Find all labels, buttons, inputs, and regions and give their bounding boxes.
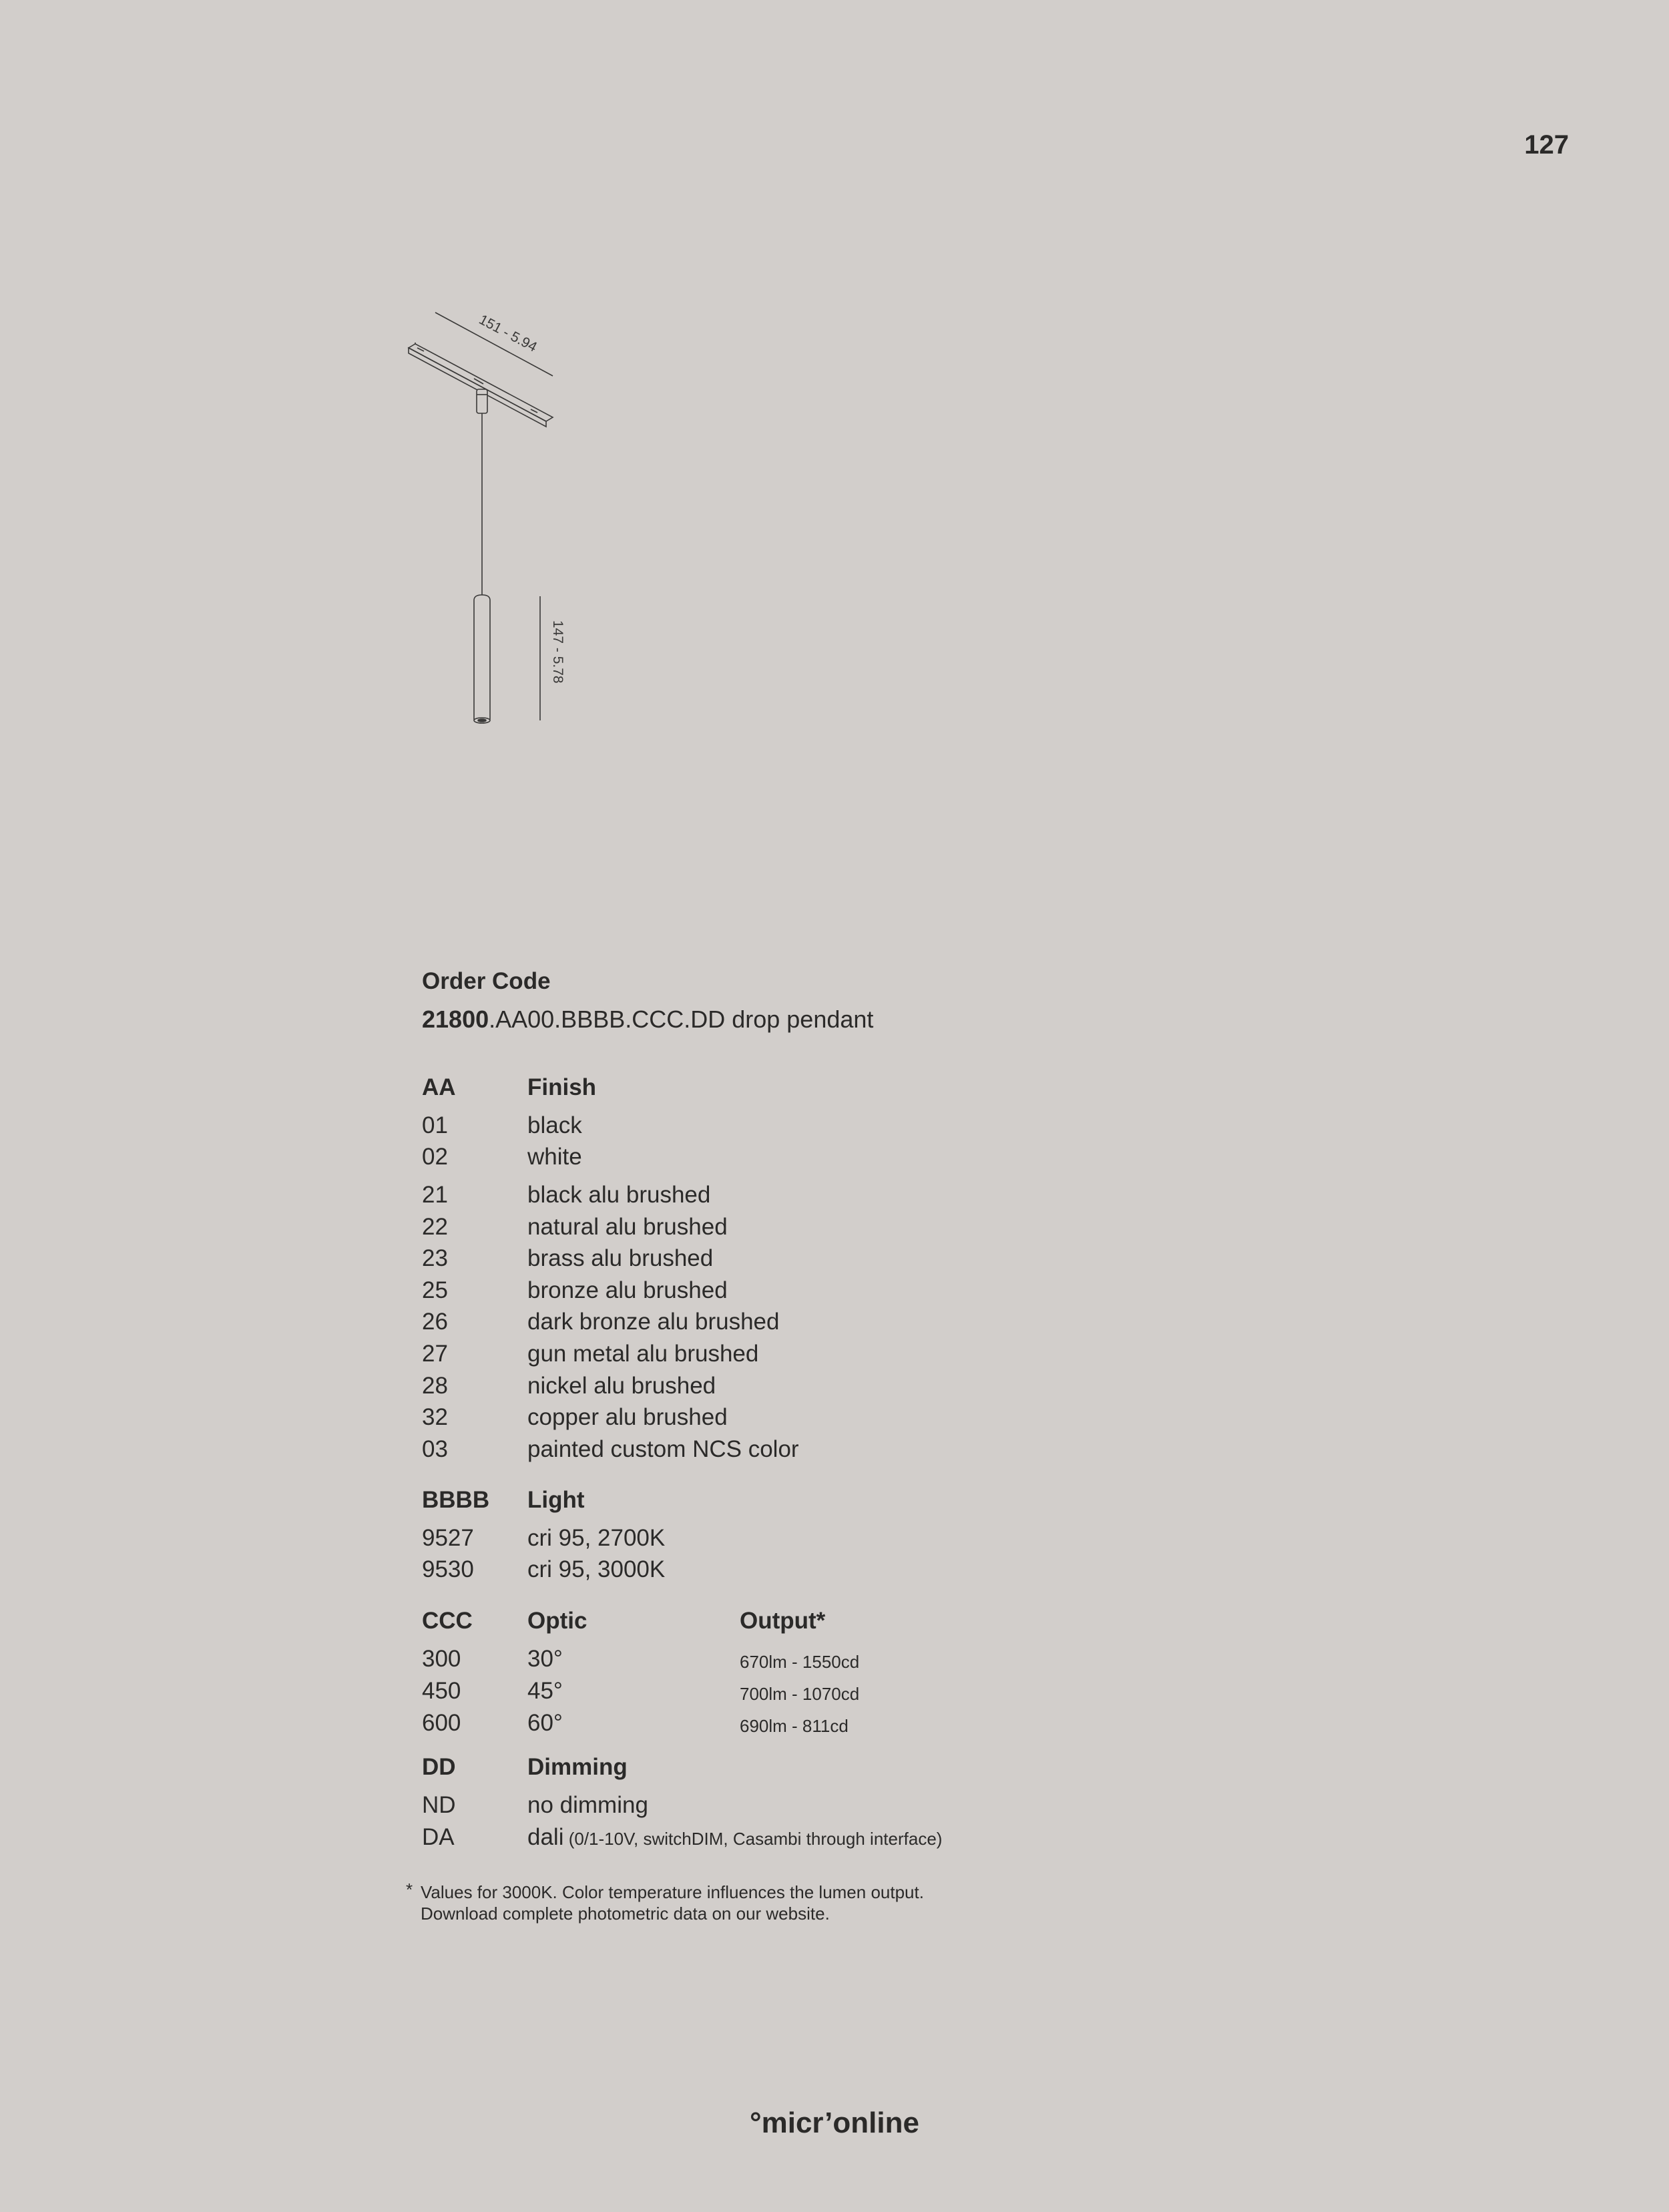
dimming-note: (0/1-10V, switchDIM, Casambi through interface) <box>563 1829 943 1849</box>
finish-label: bronze alu brushed <box>527 1277 728 1303</box>
finish-code: 32 <box>422 1404 448 1430</box>
output-title: Output* <box>740 1608 826 1634</box>
light-label: cri 95, 3000K <box>527 1556 666 1582</box>
light-code: 9527 <box>422 1525 474 1551</box>
optic-output: 670lm - 1550cd <box>740 1652 860 1672</box>
footnote-line-1: Values for 3000K. Color temperature influences the lumen output. <box>421 1882 924 1902</box>
light-row <box>422 1556 1290 1588</box>
finish-label: gun metal alu brushed <box>527 1341 759 1367</box>
dimming-code: ND <box>422 1792 456 1818</box>
light-title: Light <box>527 1487 585 1513</box>
finish-code-header: AA <box>422 1074 456 1100</box>
page-number: 127 <box>1524 130 1569 160</box>
finish-label: dark bronze alu brushed <box>527 1309 780 1335</box>
dimming-row <box>422 1824 1290 1856</box>
optic-row <box>422 1646 1290 1678</box>
finish-label: painted custom NCS color <box>527 1436 799 1462</box>
optic-code: 600 <box>422 1710 461 1736</box>
finish-label: black <box>527 1112 582 1138</box>
optic-code: 450 <box>422 1678 461 1704</box>
finish-title: Finish <box>527 1074 597 1100</box>
finish-row <box>422 1182 1290 1214</box>
finish-row <box>422 1277 1290 1309</box>
finish-row <box>422 1144 1290 1176</box>
dimming-code-header: DD <box>422 1754 456 1780</box>
optic-row <box>422 1678 1290 1710</box>
light-code: 9530 <box>422 1556 474 1582</box>
finish-code: 26 <box>422 1309 448 1335</box>
finish-row <box>422 1245 1290 1277</box>
finish-row <box>422 1214 1290 1246</box>
finish-row <box>422 1404 1290 1436</box>
dimming-code: DA <box>422 1824 455 1850</box>
finish-code: 23 <box>422 1245 448 1271</box>
optic-output: 700lm - 1070cd <box>740 1684 860 1704</box>
track-adapter <box>477 389 487 413</box>
dimming-label-text: dali <box>527 1824 564 1850</box>
finish-label: natural alu brushed <box>527 1214 728 1240</box>
finish-code: 01 <box>422 1112 448 1138</box>
pendant-body <box>474 595 490 723</box>
optic-label: 45° <box>527 1678 563 1704</box>
optic-row <box>422 1710 1290 1742</box>
order-base-code: 21800 <box>422 1006 489 1033</box>
dimension-label-side: 147 - 5.78 <box>550 620 565 684</box>
finish-label: nickel alu brushed <box>527 1373 716 1399</box>
finish-code: 02 <box>422 1144 448 1170</box>
finish-row <box>422 1436 1290 1468</box>
track-rail <box>409 343 553 427</box>
light-row <box>422 1525 1290 1557</box>
finish-label: white <box>527 1144 582 1170</box>
finish-code: 22 <box>422 1214 448 1240</box>
finish-label: copper alu brushed <box>527 1404 728 1430</box>
product-drawing <box>394 304 608 731</box>
dimming-row <box>422 1792 1290 1824</box>
footnote-star: * <box>406 1879 413 1900</box>
finish-row <box>422 1341 1290 1373</box>
finish-code: 27 <box>422 1341 448 1367</box>
finish-code: 28 <box>422 1373 448 1399</box>
light-label: cri 95, 2700K <box>527 1525 666 1551</box>
dimension-label-top: 151 - 5.94 <box>476 312 539 355</box>
dimming-label <box>527 1824 942 1851</box>
light-code-header: BBBB <box>422 1487 490 1513</box>
finish-label: black alu brushed <box>527 1182 711 1208</box>
dimming-title: Dimming <box>527 1754 628 1780</box>
optic-code: 300 <box>422 1646 461 1672</box>
dimming-label: no dimming <box>527 1792 648 1818</box>
finish-label: brass alu brushed <box>527 1245 714 1271</box>
optic-label: 30° <box>527 1646 563 1672</box>
finish-code: 21 <box>422 1182 448 1208</box>
order-code-title: Order Code <box>422 968 551 994</box>
footnote-line-2: Download complete photometric data on our website. <box>421 1904 830 1924</box>
finish-row <box>422 1373 1290 1405</box>
brand-logo: °micr’online <box>750 2107 919 2139</box>
finish-row <box>422 1309 1290 1341</box>
optic-title: Optic <box>527 1608 587 1634</box>
optic-code-header: CCC <box>422 1608 473 1634</box>
optic-output: 690lm - 811cd <box>740 1716 849 1736</box>
finish-code: 03 <box>422 1436 448 1462</box>
finish-code: 25 <box>422 1277 448 1303</box>
order-code-line <box>422 1006 873 1034</box>
order-code-suffix: .AA00.BBBB.CCC.DD drop pendant <box>489 1006 874 1033</box>
finish-row <box>422 1112 1290 1144</box>
optic-label: 60° <box>527 1710 563 1736</box>
